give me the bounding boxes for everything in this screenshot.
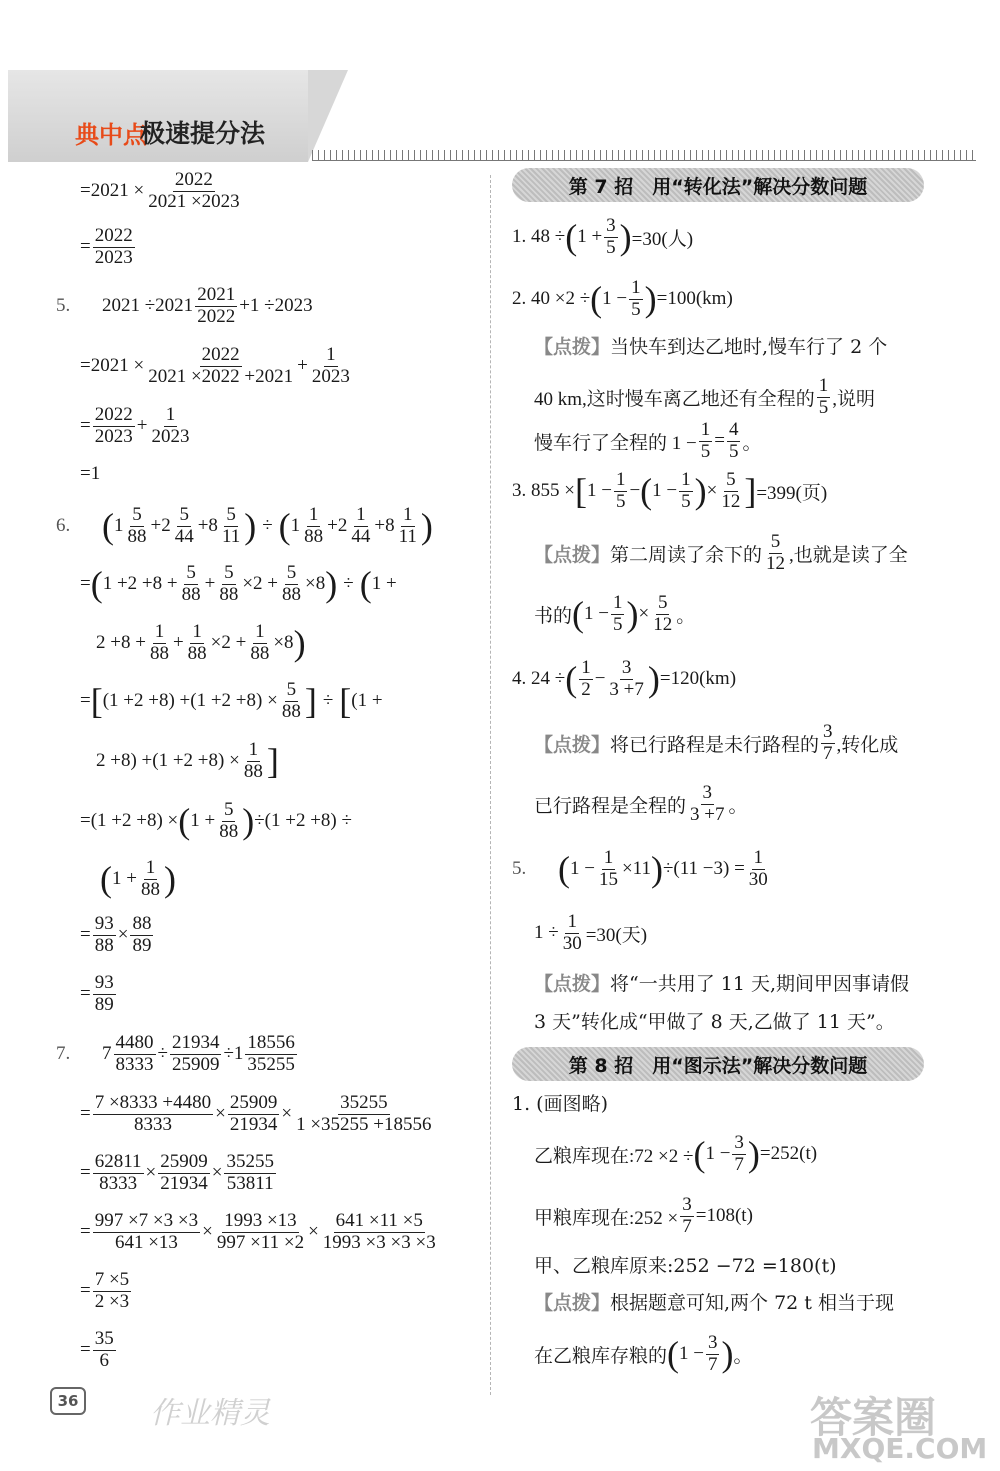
left-line-1: =2021 × $\frac{2022}{2021 \times 2023}$ (80, 169, 240, 212)
a5-tip-line-2: 3 天”转化成“甲做了 8 天,乙做了 11 天”。 (534, 1011, 895, 1033)
b1-line-1: 1. (画图略) (512, 1093, 608, 1115)
section-8-header: 第 8 招 用“图示法”解决分数问题 (512, 1047, 924, 1081)
a2-line: 2. 40 ×2 ÷ ( 1 − $\frac{1}{5}$ ) =100(km) (512, 277, 733, 320)
q6-line-3: 2 +8 + $\frac{1}{88}$ + $\frac{1}{88}$ ×2 + $\frac{1}{88}$ ×8 ) (96, 621, 306, 664)
a4-tip-line-1: 【点拨】 将已行路程是未行路程的 $\frac{3}{7}$ ,转化成 (534, 721, 899, 764)
header-title: 极速提分法 (140, 119, 266, 148)
q6-line-6: =(1 +2 +8) × ( 1 + $\frac{5}{88}$ ) ÷(1 +2 +8) ÷ (80, 799, 352, 842)
q7-line-6: = $\frac{35}{6}$ (80, 1328, 114, 1371)
column-divider (490, 175, 491, 1395)
a3-tip-line-1: 【点拨】 第二周读了余下的 $\frac{5}{12}$ ,也就是读了全 (534, 531, 908, 574)
watermark-url: MXQE.COM (812, 1432, 988, 1465)
q5-line-1: 5. 2021 ÷2021 $\frac{2021}{2022}$ +1 ÷2023 (56, 284, 313, 327)
a3-tip-line-2: 书的 ( 1 − $\frac{1}{5}$ ) × $\frac{5}{12}$ 。 (534, 592, 696, 635)
left-line-2: = $\frac{2022}{2023}$ (80, 225, 133, 268)
a1-line: 1. 48 ÷ ( 1 + $\frac{3}{5}$ ) =30(人) (512, 215, 694, 258)
q7-line-1: 7. 7 $\frac{4480}{8333}$ ÷ $\frac{21934}{25909}$ ÷1 $\frac{18556}{35255}$ (56, 1032, 295, 1075)
q7-line-4: = $\frac{997 \times 7 \times 3 \times 3}{641 \times 13}$ × $\frac{1993 \times 13}{997 \times 11 \times 2}$ × $\frac{641 \times 11 \times 5}{1993 \times 3 \times 3 \times 3}$ (80, 1210, 436, 1253)
page-number: 36 (50, 1387, 86, 1415)
q6-line-8: = $\frac{93}{88}$ × $\frac{88}{89}$ (80, 913, 152, 956)
a2-tip-line-3: 慢车行了全程的 1 − $\frac{1}{5}$ = $\frac{4}{5}$ 。 (534, 419, 762, 462)
a2-tip-line-1: 【点拨】当快车到达乙地时,慢车行了 2 个 (534, 336, 888, 358)
a5-line-2: 1 ÷ $\frac{1}{30}$ =30(天) (534, 911, 648, 954)
b1-tip-line-1: 【点拨】根据题意可知,两个 72 t 相当于现 (534, 1292, 894, 1314)
q5-line-3: = $\frac{2022}{2023}$ + $\frac{1}{2023}$ (80, 404, 190, 447)
section-7-header: 第 7 招 用“转化法”解决分数问题 (512, 168, 924, 202)
q7-line-5: = $\frac{7 \times 5}{2 \times 3}$ (80, 1269, 130, 1312)
watermark-logo: 答案圈 (810, 1393, 937, 1442)
header-rule (312, 160, 976, 161)
q7-line-2: = $\frac{7 \times 8333 +4480}{8333}$ × $\frac{25909}{21934}$ × $\frac{35255}{1 \times 35255 +18556}$ (80, 1092, 432, 1135)
b1-line-2: 乙粮库现在:72 ×2 ÷ ( 1 − $\frac{3}{7}$ ) =252(t) (534, 1132, 818, 1175)
a5-tip-line-1: 【点拨】将“一共用了 11 天,期间甲因事请假 (534, 973, 910, 995)
b1-line-4: 甲、乙粮库原来:252 −72 =180(t) (534, 1255, 837, 1277)
q7-line-3: = $\frac{62811}{8333}$ × $\frac{25909}{21934}$ × $\frac{35255}{53811}$ (80, 1151, 274, 1194)
a5-line-1: 5. ( 1 − $\frac{1}{15}$ ×11 ) ÷(11 −3) = $\frac{1}{30}$ (512, 847, 768, 890)
q6-line-5: 2 +8) +(1 +2 +8) × $\frac{1}{88}$ ] (96, 739, 279, 782)
q6-line-2: = ( 1 +2 +8 + $\frac{5}{88}$ + $\frac{5}{88}$ ×2 + $\frac{5}{88}$ ×8 ) ÷ ( 1 + (80, 562, 397, 605)
q5-line-2: =2021 × $\frac{2022}{2021 \times 2022 +2021}$ + $\frac{1}{2023}$ (80, 344, 350, 387)
a3-line: 3. 855 × [ 1 − $\frac{1}{5}$ − ( 1 − $\frac{1}{5}$ ) × $\frac{5}{12}$ ] =399(页) (512, 469, 828, 512)
b1-tip-line-2: 在乙粮库存粮的 ( 1 − $\frac{3}{7}$ ) 。 (534, 1332, 753, 1375)
header-ruler (312, 150, 976, 160)
watermark-left: 作业精灵 (150, 1396, 270, 1431)
q6-line-7: ( 1 + $\frac{1}{88}$ ) (100, 857, 176, 900)
b1-line-3: 甲粮库现在:252 × $\frac{3}{7}$ =108(t) (534, 1194, 753, 1237)
q6-line-9: = $\frac{93}{89}$ (80, 972, 114, 1015)
a2-tip-line-2: 40 km,这时慢车离乙地还有全程的 $\frac{1}{5}$ ,说明 (534, 375, 876, 418)
a4-line: 4. 24 ÷ ( $\frac{1}{2}$ − $\frac{3}{3 +7}$ ) =120(km) (512, 657, 737, 700)
header-brand: 典中点 (75, 121, 147, 149)
q6-line-1: 6. ( 1 $\frac{5}{88}$ +2 $\frac{5}{44}$ +8 $\frac{5}{11}$ ) ÷ ( 1 $\frac{1}{88}$ +2 $\frac{1}{44}$ +8 $\frac{1}{11}$ ) (56, 504, 433, 547)
q5-line-4: =1 (80, 463, 101, 484)
q6-line-4: = [ (1 +2 +8) +(1 +2 +8) × $\frac{5}{88}$ ] ÷ [ (1 + (80, 679, 383, 722)
a4-tip-line-2: 已行路程是全程的 $\frac{3}{3 +7}$ 。 (534, 782, 748, 825)
